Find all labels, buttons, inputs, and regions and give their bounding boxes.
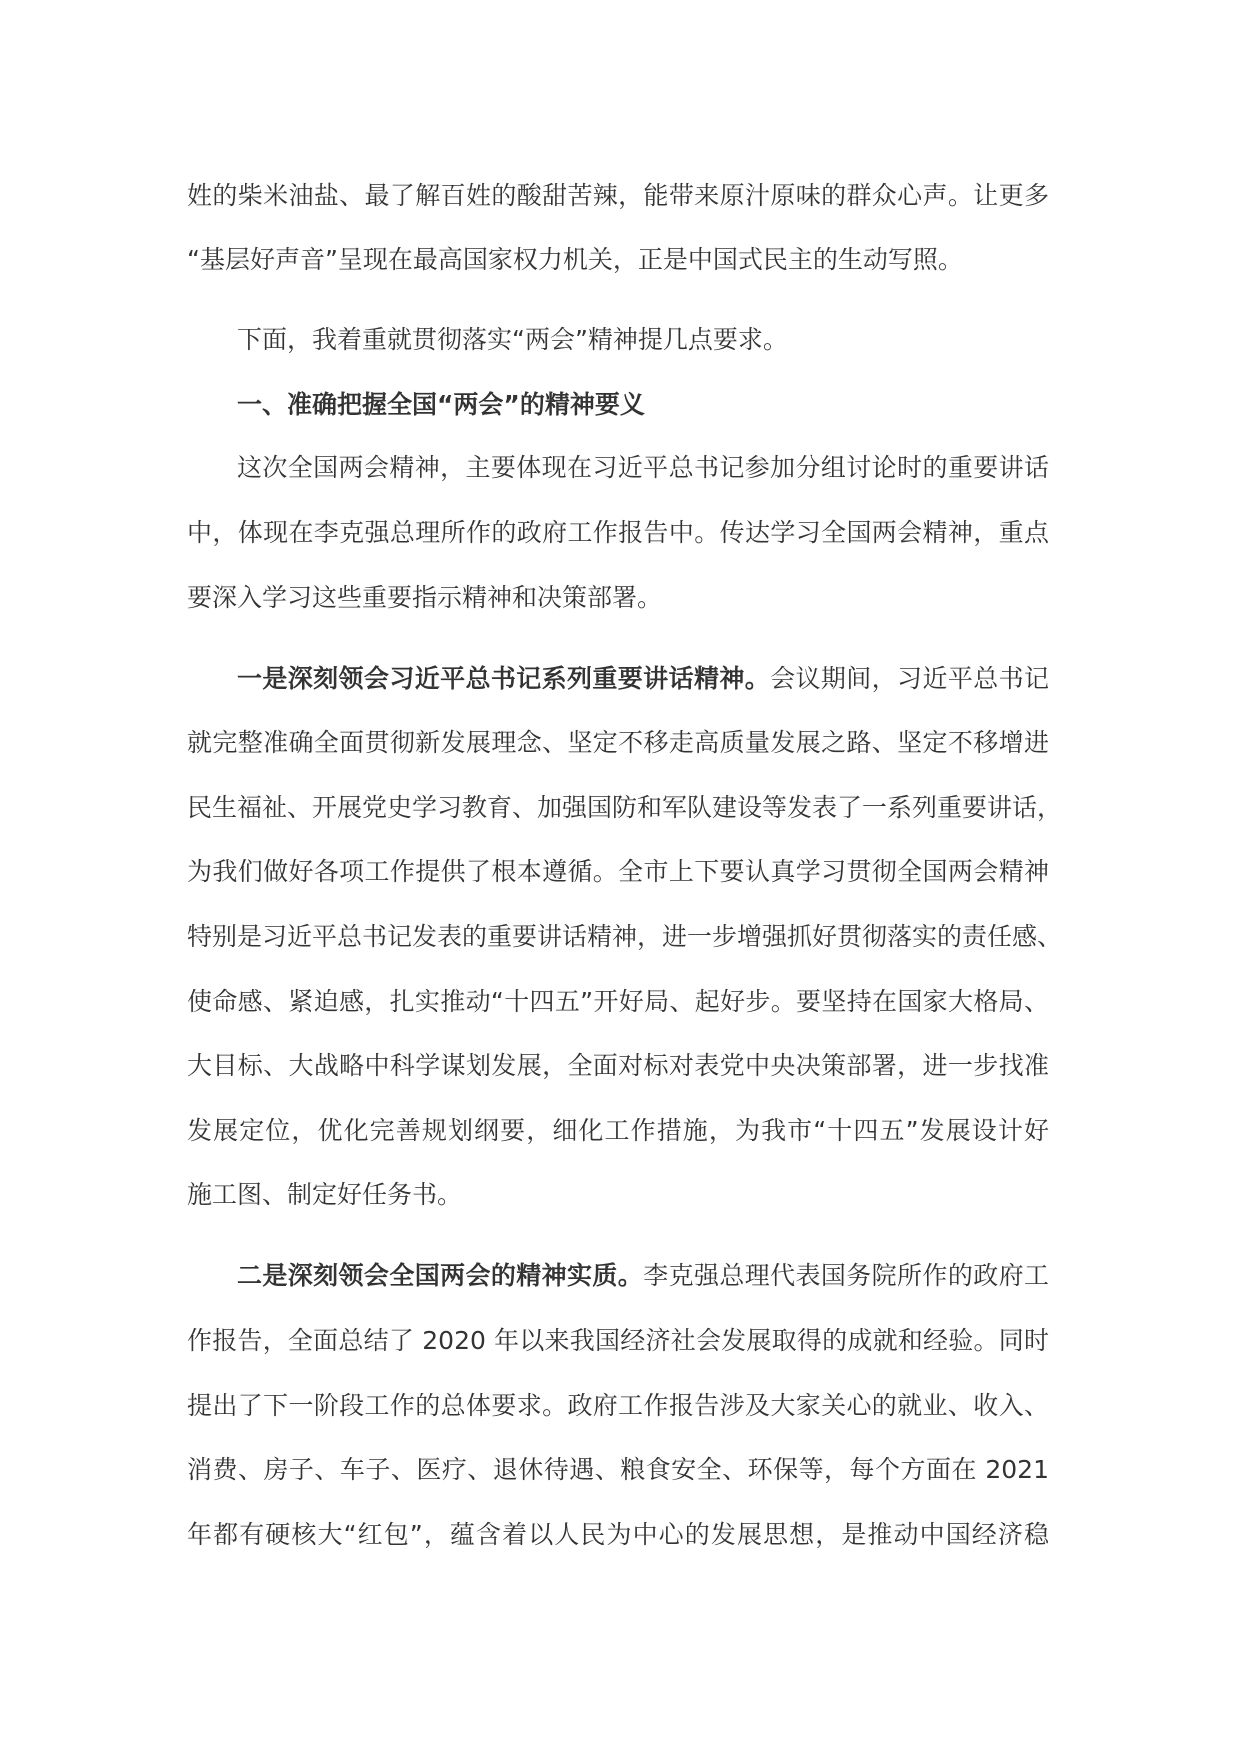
paragraph-line	[237, 663, 1049, 695]
paragraph-line: 为我们做好各项工作提供了根本遵循。全市上下要认真学习贯彻全国两会精神	[187, 857, 1049, 886]
paragraph-line: 下面，我着重就贯彻落实“两会”精神提几点要求。	[237, 325, 788, 354]
paragraph-lead: 一是深刻领会习近平总书记系列重要讲话精神。	[237, 664, 771, 693]
paragraph-text: 会议期间，习近平总书记	[770, 664, 1049, 693]
paragraph-line: 消费、房子、车子、医疗、退休待遇、粮食安全、环保等，每个方面在 2021	[187, 1455, 1049, 1484]
paragraph-line: 这次全国两会精神，主要体现在习近平总书记参加分组讨论时的重要讲话	[237, 453, 1049, 482]
paragraph-line: 中，体现在李克强总理所作的政府工作报告中。传达学习全国两会精神，重点	[187, 518, 1049, 547]
paragraph-line: 大目标、大战略中科学谋划发展，全面对标对表党中央决策部署，进一步找准	[187, 1051, 1049, 1080]
paragraph-line: “基层好声音”呈现在最高国家权力机关，正是中国式民主的生动写照。	[187, 245, 963, 274]
paragraph-line: 年都有硬核大“红包”，蕴含着以人民为中心的发展思想，是推动中国经济稳	[187, 1520, 1049, 1549]
paragraph-line: 特别是习近平总书记发表的重要讲话精神，进一步增强抓好贯彻落实的责任感、	[187, 922, 1063, 951]
section-heading: 一、准确把握全国“两会”的精神要义	[237, 390, 645, 419]
paragraph-line: 作报告，全面总结了 2020 年以来我国经济社会发展取得的成就和经验。同时	[187, 1326, 1049, 1355]
paragraph-line: 发展定位，优化完善规划纲要，细化工作措施，为我市“十四五”发展设计好	[187, 1116, 1049, 1145]
paragraph-line: 民生福祉、开展党史学习教育、加强国防和军队建设等发表了一系列重要讲话，	[187, 793, 1063, 822]
paragraph-text: 李克强总理代表国务院所作的政府工	[643, 1261, 1049, 1290]
paragraph-line: 姓的柴米油盐、最了解百姓的酸甜苦辣，能带来原汁原味的群众心声。让更多	[187, 181, 1049, 210]
paragraph-line	[237, 1260, 1049, 1292]
paragraph-line: 提出了下一阶段工作的总体要求。政府工作报告涉及大家关心的就业、收入、	[187, 1391, 1049, 1420]
paragraph-line: 就完整准确全面贯彻新发展理念、坚定不移走高质量发展之路、坚定不移增进	[187, 728, 1049, 757]
paragraph-line: 使命感、紧迫感，扎实推动“十四五”开好局、起好步。要坚持在国家大格局、	[187, 987, 1049, 1016]
paragraph-line: 施工图、制定好任务书。	[187, 1180, 463, 1209]
paragraph-line: 要深入学习这些重要指示精神和决策部署。	[187, 583, 663, 612]
paragraph-lead: 二是深刻领会全国两会的精神实质。	[237, 1261, 644, 1290]
